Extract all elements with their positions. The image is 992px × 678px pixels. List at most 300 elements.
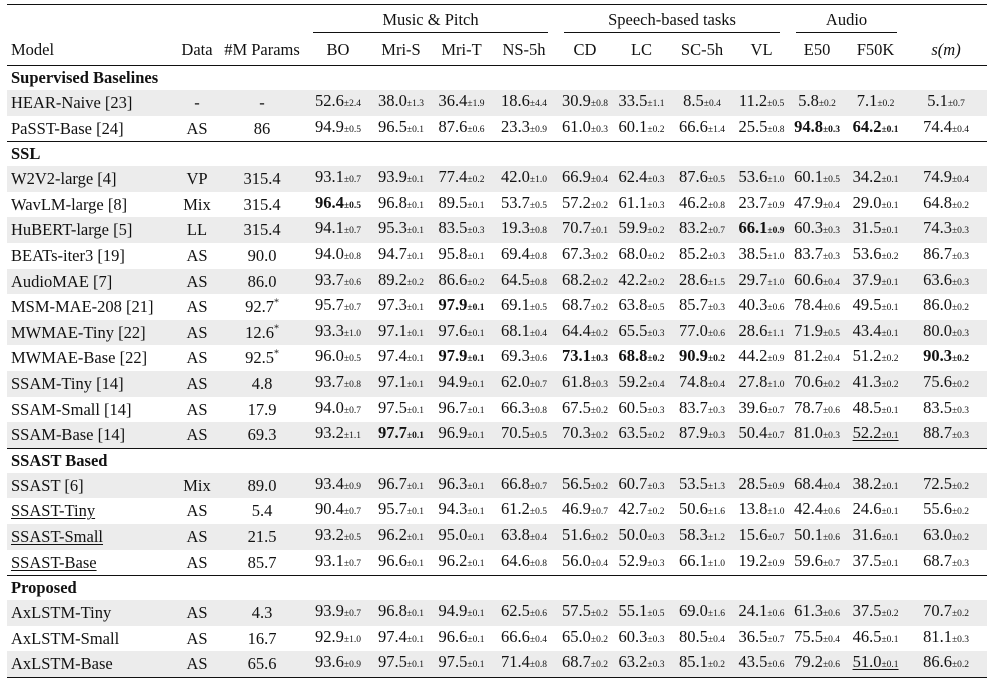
score-cell: 42.4±0.6 (794, 499, 841, 519)
score-cell: 83.5±0.3 (923, 397, 970, 417)
score-cell: 87.6±0.5 (669, 166, 735, 192)
score-cell: 33.5±1.1 (614, 90, 669, 116)
table-row (7, 524, 987, 550)
score-cell: 96.2±0.1 (438, 550, 485, 570)
model-name: SSAST-Tiny (11, 501, 96, 521)
score-cell: 61.0±0.3 (562, 116, 608, 136)
score-cell: 86.0±0.2 (923, 295, 970, 315)
score-cell: 64.5±0.8 (492, 269, 556, 295)
footnote-star: * (273, 323, 279, 335)
score-cell: 75.6±0.2 (905, 371, 987, 397)
score-cell: 29.7±1.0 (735, 269, 788, 295)
score-cell: 68.7±0.3 (923, 550, 970, 570)
score-cell: 77.0±0.6 (669, 320, 735, 346)
model-name: HuBERT-large [5] (7, 217, 175, 243)
score-cell: 97.1±0.1 (371, 320, 431, 346)
score-cell: 93.7±0.8 (305, 371, 371, 397)
data-source: AS (175, 600, 219, 626)
score-cell: 55.1±0.5 (614, 600, 669, 626)
score-cell: 65.5±0.3 (614, 320, 669, 346)
score-cell: 70.3±0.2 (556, 422, 614, 448)
column-header-sc-5h: SC-5h (680, 40, 724, 59)
score-cell: 93.1±0.7 (315, 550, 361, 570)
data-source: AS (175, 269, 219, 295)
section-title: Supervised Baselines (11, 68, 159, 87)
score-cell: 38.2±0.1 (846, 473, 905, 499)
score-cell: 68.7±0.2 (556, 651, 614, 677)
score-cell: 39.6±0.7 (738, 397, 785, 417)
table-row (7, 422, 987, 448)
model-name: PaSST-Base [24] (11, 118, 124, 138)
param-count: 4.3 (219, 600, 305, 626)
data-source: Mix (183, 194, 211, 214)
score-cell: 93.1±0.7 (305, 166, 371, 192)
score-cell: 31.5±0.1 (846, 217, 905, 243)
score-cell: 94.0±0.8 (315, 243, 361, 263)
score-cell: 41.3±0.2 (846, 371, 905, 397)
score-cell: 68.8±0.2 (618, 346, 665, 366)
score-cell: 52.6±2.4 (305, 90, 371, 116)
score-cell: 46.5±0.1 (852, 626, 899, 646)
score-cell: 85.7±0.3 (679, 295, 725, 315)
score-cell: 95.7±0.7 (315, 295, 361, 315)
data-source: - (175, 90, 219, 116)
score-cell: 75.5±0.4 (794, 626, 841, 646)
score-cell: 97.9±0.1 (438, 346, 485, 366)
score-cell: 66.9±0.4 (556, 166, 614, 192)
score-cell: 78.7±0.6 (794, 397, 841, 417)
score-cell: 69.0±1.6 (669, 600, 735, 626)
score-cell: 71.9±0.5 (788, 320, 846, 346)
column-header-data: Data (181, 40, 213, 59)
score-cell: 52.9±0.3 (618, 550, 665, 570)
score-cell: 53.6±1.0 (735, 166, 788, 192)
score-cell: 69.4±0.8 (501, 243, 547, 263)
data-source: AS (186, 245, 208, 265)
param-count: 85.7 (247, 552, 277, 572)
score-cell: 13.8±1.0 (738, 499, 785, 519)
score-cell: 60.1±0.2 (618, 116, 665, 136)
table-row (7, 651, 987, 677)
score-cell: 70.5±0.5 (492, 422, 556, 448)
model-name: SSAM-Base [14] (7, 422, 175, 448)
param-count: - (219, 90, 305, 116)
model-name: WavLM-large [8] (11, 194, 128, 214)
group-header-audio: Audio (788, 5, 905, 36)
score-cell: 70.7±0.2 (905, 600, 987, 626)
column-header-row (7, 35, 987, 66)
section-title: SSAST Based (11, 450, 108, 470)
table-row (7, 397, 987, 423)
score-cell: 96.7±0.1 (438, 397, 485, 417)
score-cell: 60.3±0.3 (618, 626, 665, 646)
score-cell: 81.2±0.4 (794, 346, 841, 366)
score-cell: 94.9±0.1 (431, 371, 492, 397)
score-cell: 81.1±0.3 (923, 626, 970, 646)
param-count: 65.6 (219, 651, 305, 677)
table-row (7, 473, 987, 499)
score-cell: 85.2±0.3 (679, 243, 725, 263)
score-cell: 40.3±0.6 (738, 295, 785, 315)
model-name: AxLSTM-Tiny (7, 600, 175, 626)
section-row (7, 448, 987, 473)
score-cell: 73.1±0.3 (562, 346, 608, 366)
data-source: AS (186, 501, 208, 521)
score-cell: 66.3±0.8 (501, 397, 547, 417)
score-cell: 97.9±0.1 (438, 295, 485, 315)
score-cell: 15.6±0.7 (735, 524, 788, 550)
score-cell: 80.5±0.4 (679, 626, 725, 646)
param-count: 92.7* (245, 297, 279, 317)
score-cell: 61.8±0.3 (556, 371, 614, 397)
score-cell: 49.5±0.1 (852, 295, 899, 315)
score-cell: 53.6±0.2 (852, 243, 899, 263)
score-cell: 50.6±1.6 (679, 499, 725, 519)
table-row (7, 192, 987, 218)
column-header-bo: BO (326, 40, 350, 59)
score-cell: 61.2±0.5 (501, 499, 547, 519)
score-cell: 38.5±1.0 (738, 243, 785, 263)
score-cell: 60.7±0.3 (614, 473, 669, 499)
score-cell: 93.2±1.1 (305, 422, 371, 448)
column-header-m-params: #M Params (224, 40, 300, 59)
score-cell: 59.6±0.7 (794, 550, 841, 570)
score-cell: 86.7±0.3 (923, 243, 970, 263)
score-cell: 63.2±0.3 (614, 651, 669, 677)
score-cell: 97.6±0.1 (431, 320, 492, 346)
score-cell: 44.2±0.9 (738, 346, 785, 366)
score-cell: 83.7±0.3 (679, 397, 725, 417)
score-cell: 23.3±0.9 (501, 116, 547, 136)
param-count: 315.4 (243, 194, 281, 214)
footnote-star: * (273, 348, 279, 360)
table-row (7, 217, 987, 243)
score-cell: 97.5±0.1 (371, 651, 431, 677)
table-row (7, 269, 987, 295)
footnote-star: * (273, 297, 279, 309)
score-cell: 94.0±0.7 (315, 397, 361, 417)
score-cell: 66.6±0.4 (501, 626, 547, 646)
score-cell: 90.9±0.2 (679, 346, 725, 366)
section-title: SSL (11, 144, 41, 164)
score-cell: 97.4±0.1 (378, 626, 424, 646)
score-cell: 96.4±0.5 (315, 192, 361, 212)
score-cell: 19.2±0.9 (738, 550, 785, 570)
param-count: 86 (253, 118, 271, 138)
data-source: AS (175, 371, 219, 397)
table-row (7, 116, 987, 142)
score-cell: 95.0±0.1 (431, 524, 492, 550)
model-name: SSAM-Tiny [14] (7, 371, 175, 397)
score-cell: 96.9±0.1 (431, 422, 492, 448)
score-cell: 62.0±0.7 (492, 371, 556, 397)
score-cell: 85.1±0.2 (669, 651, 735, 677)
score-cell: 58.3±1.2 (669, 524, 735, 550)
score-cell: 90.3±0.2 (923, 346, 970, 366)
score-cell: 38.0±1.3 (371, 90, 431, 116)
data-source: AS (186, 297, 208, 317)
score-cell: 51.2±0.2 (852, 346, 899, 366)
score-cell: 63.8±0.4 (492, 524, 556, 550)
score-cell: 95.3±0.1 (371, 217, 431, 243)
data-source: AS (186, 399, 208, 419)
section-row (7, 66, 987, 91)
score-cell: 50.1±0.6 (788, 524, 846, 550)
model-name: AxLSTM-Small (11, 628, 120, 648)
score-cell: 7.1±0.2 (846, 90, 905, 116)
score-cell: 96.0±0.5 (315, 346, 361, 366)
score-cell: 36.4±1.9 (431, 90, 492, 116)
score-cell: 42.2±0.2 (614, 269, 669, 295)
score-cell: 80.0±0.3 (905, 320, 987, 346)
score-cell: 60.5±0.3 (618, 397, 665, 417)
score-cell: 29.0±0.1 (852, 192, 899, 212)
table-row (7, 345, 987, 371)
model-name: MWMAE-Tiny [22] (7, 320, 175, 346)
column-header-mri-t: Mri-T (441, 40, 482, 59)
score-cell: 46.9±0.7 (562, 499, 608, 519)
data-source: AS (186, 118, 208, 138)
data-source: AS (175, 651, 219, 677)
score-cell: 60.6±0.4 (788, 269, 846, 295)
score-cell: 56.5±0.2 (556, 473, 614, 499)
data-source: Mix (175, 473, 219, 499)
section-title: Proposed (11, 578, 77, 598)
param-count: 69.3 (219, 422, 305, 448)
score-cell: 18.6±4.4 (492, 90, 556, 116)
table-row (7, 166, 987, 192)
score-cell: 68.0±0.2 (618, 243, 665, 263)
score-cell: 78.4±0.6 (794, 295, 841, 315)
score-cell: 77.4±0.2 (431, 166, 492, 192)
table-row (7, 600, 987, 626)
score-cell: 47.9±0.4 (794, 192, 841, 212)
score-cell: 68.7±0.2 (562, 295, 608, 315)
score-cell: 86.6±0.2 (905, 651, 987, 677)
score-cell: 96.7±0.1 (371, 473, 431, 499)
score-cell: 28.6±1.1 (735, 320, 788, 346)
score-cell: 71.4±0.8 (492, 651, 556, 677)
section-row (7, 142, 987, 167)
score-cell: 68.1±0.4 (492, 320, 556, 346)
score-cell: 93.9±0.7 (305, 600, 371, 626)
score-cell: 64.2±0.1 (852, 116, 899, 136)
score-cell: 46.2±0.8 (679, 192, 725, 212)
data-source: VP (175, 166, 219, 192)
table-row (7, 626, 987, 652)
score-cell: 34.2±0.1 (846, 166, 905, 192)
model-name: MWMAE-Base [22] (11, 348, 148, 368)
table-row (7, 320, 987, 346)
score-cell: 70.6±0.2 (788, 371, 846, 397)
score-cell: 60.3±0.3 (788, 217, 846, 243)
score-cell: 93.9±0.1 (371, 166, 431, 192)
score-cell: 74.4±0.4 (923, 116, 970, 136)
score-cell: 72.5±0.2 (905, 473, 987, 499)
score-cell: 63.5±0.2 (614, 422, 669, 448)
score-cell: 37.5±0.1 (852, 550, 899, 570)
score-cell: 93.7±0.6 (305, 269, 371, 295)
score-cell: 55.6±0.2 (923, 499, 970, 519)
score-cell: 37.5±0.2 (846, 600, 905, 626)
score-cell: 94.9±0.1 (431, 600, 492, 626)
score-cell: 97.7±0.1 (371, 422, 431, 448)
model-name: SSAST-Small (7, 524, 175, 550)
score-cell: 87.9±0.3 (669, 422, 735, 448)
score-cell: 57.2±0.2 (562, 192, 608, 212)
score-cell: 11.2±0.5 (735, 90, 788, 116)
param-count: 4.8 (219, 371, 305, 397)
score-cell: 19.3±0.8 (492, 217, 556, 243)
data-source: LL (175, 217, 219, 243)
table-row (7, 90, 987, 116)
score-cell: 62.4±0.3 (614, 166, 669, 192)
score-cell: 92.9±1.0 (315, 626, 361, 646)
model-name: AudioMAE [7] (7, 269, 175, 295)
param-count: 12.6* (219, 320, 305, 346)
param-count: 92.5* (245, 348, 279, 368)
param-count: 89.0 (219, 473, 305, 499)
column-header-s-m: s(m) (931, 40, 961, 59)
score-cell: 94.8±0.3 (794, 116, 841, 136)
score-cell: 57.5±0.2 (556, 600, 614, 626)
score-cell: 97.5±0.1 (378, 397, 424, 417)
table-row (7, 371, 987, 397)
score-cell: 67.3±0.2 (562, 243, 608, 263)
score-cell: 74.3±0.3 (905, 217, 987, 243)
score-cell: 61.1±0.3 (618, 192, 665, 212)
score-cell: 93.4±0.9 (305, 473, 371, 499)
score-cell: 89.2±0.2 (371, 269, 431, 295)
score-cell: 87.6±0.6 (438, 116, 485, 136)
table-row (7, 550, 987, 576)
score-cell: 89.5±0.1 (438, 192, 485, 212)
score-cell: 94.3±0.1 (438, 499, 485, 519)
score-cell: 94.1±0.7 (305, 217, 371, 243)
score-cell: 97.3±0.1 (378, 295, 424, 315)
param-count: 315.4 (219, 166, 305, 192)
data-source: AS (186, 348, 208, 368)
data-source: AS (186, 628, 208, 648)
score-cell: 96.2±0.1 (371, 524, 431, 550)
score-cell: 23.7±0.9 (738, 192, 785, 212)
score-cell: 42.0±1.0 (492, 166, 556, 192)
param-count: 5.4 (251, 501, 273, 521)
score-cell: 96.5±0.1 (378, 116, 424, 136)
score-cell: 93.2±0.5 (305, 524, 371, 550)
score-cell: 97.5±0.1 (431, 651, 492, 677)
score-cell: 28.5±0.9 (735, 473, 788, 499)
model-name: W2V2-large [4] (7, 166, 175, 192)
score-cell: 66.1±1.0 (679, 550, 725, 570)
score-cell: 74.9±0.4 (905, 166, 987, 192)
score-cell: 83.7±0.3 (794, 243, 841, 263)
score-cell: 86.6±0.2 (431, 269, 492, 295)
data-source: AS (175, 320, 219, 346)
score-cell: 68.2±0.2 (556, 269, 614, 295)
score-cell: 56.0±0.4 (562, 550, 608, 570)
score-cell: 63.0±0.2 (905, 524, 987, 550)
score-cell: 64.8±0.2 (923, 192, 970, 212)
score-cell: 5.1±0.7 (905, 90, 987, 116)
score-cell: 52.2±0.1 (846, 422, 905, 448)
group-header-music: Music & Pitch (305, 5, 556, 36)
score-cell: 27.8±1.0 (735, 371, 788, 397)
score-cell: 53.7±0.5 (501, 192, 547, 212)
score-cell: 64.6±0.8 (501, 550, 547, 570)
score-cell: 66.8±0.7 (492, 473, 556, 499)
model-name: HEAR-Naive [23] (7, 90, 175, 116)
data-source: AS (175, 524, 219, 550)
score-cell: 97.1±0.1 (371, 371, 431, 397)
column-header-lc: LC (630, 40, 653, 59)
score-cell: 68.4±0.4 (788, 473, 846, 499)
score-cell: 63.8±0.5 (618, 295, 665, 315)
score-cell: 70.7±0.1 (556, 217, 614, 243)
table-body (7, 66, 987, 678)
score-cell: 50.0±0.3 (614, 524, 669, 550)
table-row (7, 498, 987, 524)
score-cell: 5.8±0.2 (788, 90, 846, 116)
model-name: AxLSTM-Base (7, 651, 175, 677)
score-cell: 50.4±0.7 (735, 422, 788, 448)
score-cell: 65.0±0.2 (562, 626, 608, 646)
param-count: 17.9 (247, 399, 277, 419)
score-cell: 79.2±0.6 (788, 651, 846, 677)
score-cell: 97.4±0.1 (378, 346, 424, 366)
score-cell: 31.6±0.1 (846, 524, 905, 550)
param-count: 86.0 (219, 269, 305, 295)
score-cell: 48.5±0.1 (852, 397, 899, 417)
score-cell: 62.5±0.6 (492, 600, 556, 626)
data-source: AS (175, 422, 219, 448)
score-cell: 24.1±0.6 (735, 600, 788, 626)
model-name: SSAM-Small [14] (11, 399, 132, 419)
score-cell: 93.3±1.0 (305, 320, 371, 346)
column-header-ns-5h: NS-5h (502, 40, 546, 59)
score-cell: 64.4±0.2 (556, 320, 614, 346)
score-cell: 93.6±0.9 (305, 651, 371, 677)
score-cell: 96.8±0.1 (371, 600, 431, 626)
score-cell: 83.2±0.7 (669, 217, 735, 243)
model-name: MSM-MAE-208 [21] (11, 297, 154, 317)
score-cell: 96.6±0.1 (378, 550, 424, 570)
table-row (7, 243, 987, 269)
model-name: SSAST-Base (11, 552, 97, 572)
table-row (7, 294, 987, 320)
score-cell: 96.3±0.1 (431, 473, 492, 499)
score-cell: 59.2±0.4 (614, 371, 669, 397)
score-cell: 69.1±0.5 (501, 295, 547, 315)
param-count: 16.7 (247, 628, 277, 648)
score-cell: 94.9±0.5 (315, 116, 361, 136)
section-row (7, 576, 987, 601)
score-cell: 95.8±0.1 (438, 243, 485, 263)
results-table (7, 4, 987, 678)
score-cell: 88.7±0.3 (905, 422, 987, 448)
score-cell: 66.1±0.9 (735, 217, 788, 243)
score-cell: 61.3±0.6 (788, 600, 846, 626)
score-cell: 37.9±0.1 (846, 269, 905, 295)
score-cell: 83.5±0.3 (431, 217, 492, 243)
model-name: SSAST [6] (7, 473, 175, 499)
param-count: 90.0 (247, 245, 277, 265)
score-cell: 28.6±1.5 (669, 269, 735, 295)
score-cell: 30.9±0.8 (556, 90, 614, 116)
column-header-e50: E50 (803, 40, 831, 59)
score-cell: 63.6±0.3 (905, 269, 987, 295)
group-header-speech: Speech-based tasks (556, 5, 788, 36)
